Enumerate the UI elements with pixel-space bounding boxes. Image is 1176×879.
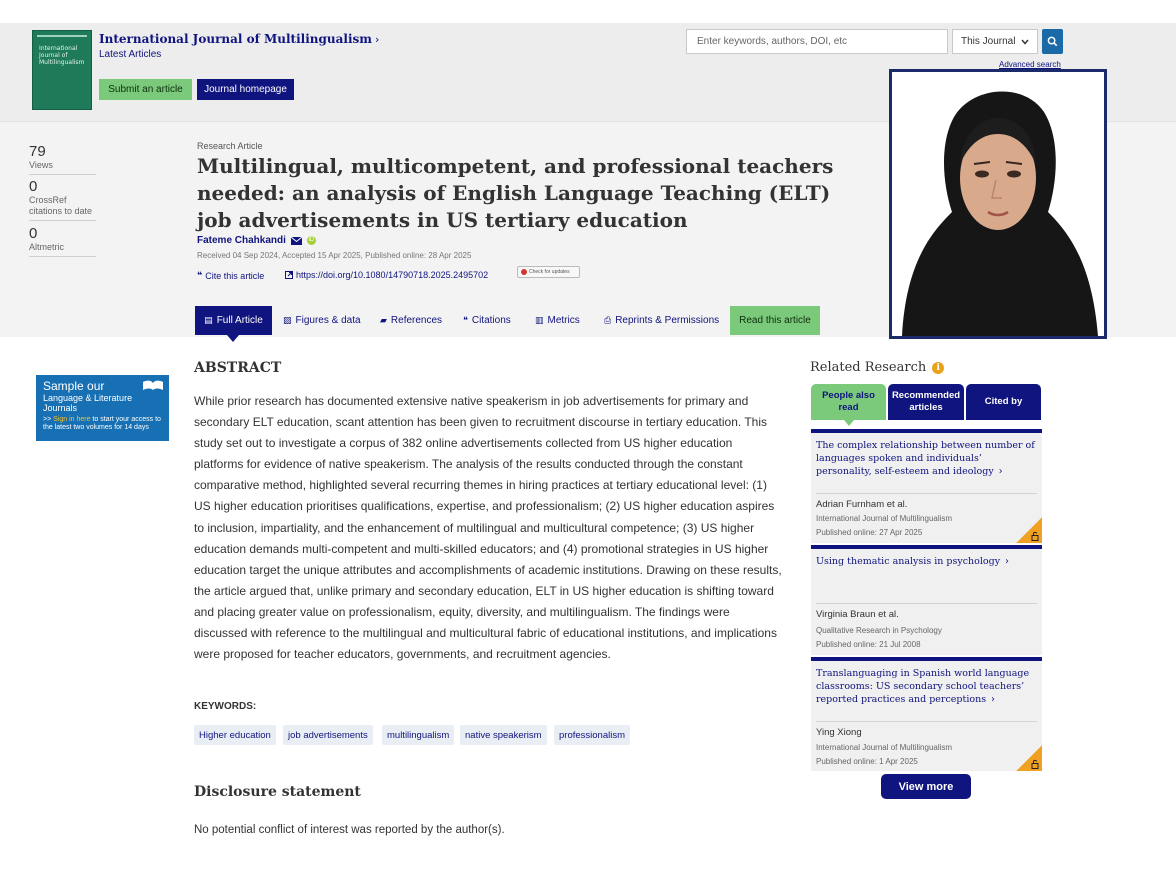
doi-link[interactable]: https://doi.org/10.1080/14790718.2025.2495702 bbox=[285, 270, 488, 280]
related-item bbox=[811, 657, 1042, 771]
keyword-chip[interactable]: native speakerism bbox=[460, 725, 547, 745]
chevron-right-icon: › bbox=[374, 33, 380, 46]
quote-icon: ❝ bbox=[197, 270, 203, 280]
info-icon[interactable]: i bbox=[932, 362, 944, 374]
tab-cited-by[interactable]: Cited by bbox=[966, 384, 1041, 420]
author-line bbox=[197, 235, 316, 246]
related-item-date: Published online: 27 Apr 2025 bbox=[816, 528, 923, 537]
search-scope-select[interactable]: This Journal bbox=[952, 29, 1038, 54]
tab-recommended-articles[interactable]: Recommended articles bbox=[888, 384, 964, 420]
author-photo bbox=[889, 69, 1107, 339]
orcid-icon[interactable]: iD bbox=[308, 237, 315, 243]
metric-views: 79 Views bbox=[29, 143, 96, 175]
tab-figures[interactable]: ▨ Figures & data bbox=[283, 315, 361, 326]
crossmark-icon bbox=[521, 269, 527, 275]
disclosure-heading: Disclosure statement bbox=[194, 784, 361, 800]
advanced-search-link[interactable]: Advanced search bbox=[999, 60, 1061, 69]
quote-icon: ❝ bbox=[463, 315, 468, 325]
chevron-right-icon: › bbox=[1005, 556, 1009, 567]
article-type: Research Article bbox=[197, 141, 263, 151]
article-title: Multilingual, multicompetent, and professional teachers needed: an analysis of English Language Teaching (ELT) job advertisements in US tertiary education bbox=[197, 154, 834, 232]
open-access-badge bbox=[1016, 745, 1042, 771]
disclosure-text: No potential conflict of interest was reported by the author(s). bbox=[194, 824, 505, 836]
related-research-heading: Related Research i bbox=[810, 360, 944, 375]
document-icon: ▤ bbox=[204, 315, 213, 325]
keyword-chip[interactable]: job advertisements bbox=[283, 725, 373, 745]
divider bbox=[816, 493, 1037, 494]
metric-altmetric[interactable]: 0 Altmetric bbox=[29, 225, 96, 257]
related-item bbox=[811, 545, 1042, 655]
view-more-button[interactable]: View more bbox=[881, 774, 971, 799]
cover-decoration bbox=[37, 35, 87, 37]
divider bbox=[816, 603, 1037, 604]
related-item-title[interactable]: Using thematic analysis in psychology › bbox=[816, 556, 1009, 567]
printer-icon: ⎙ bbox=[604, 315, 612, 325]
chevron-right-icon: › bbox=[991, 694, 995, 705]
tab-reprints[interactable]: ⎙ Reprints & Permissions bbox=[604, 315, 720, 326]
portrait-illustration bbox=[892, 72, 1104, 336]
keyword-chip[interactable]: professionalism bbox=[554, 725, 630, 745]
related-item-date: Published online: 21 Jul 2008 bbox=[816, 640, 921, 649]
related-item-journal: International Journal of Multilingualism bbox=[816, 743, 953, 752]
search-icon bbox=[1047, 36, 1058, 47]
promo-banner[interactable]: Sample our Language & Literature Journals >> Sign in here to start your access to the latest two volumes for 14 days bbox=[36, 375, 169, 441]
metric-crossref[interactable]: 0 CrossRef citations to date bbox=[29, 178, 96, 221]
journal-title-link[interactable]: International Journal of Multilingualism › bbox=[99, 32, 380, 46]
publication-dates: Received 04 Sep 2024, Accepted 15 Apr 2025, Published online: 28 Apr 2025 bbox=[197, 251, 472, 260]
tab-full-article[interactable]: ▤ Full Article bbox=[195, 306, 272, 335]
tab-citations[interactable]: ❝ Citations bbox=[463, 315, 511, 326]
latest-articles-label[interactable]: Latest Articles bbox=[99, 49, 162, 60]
chevron-right-icon: › bbox=[998, 466, 1003, 477]
related-item bbox=[811, 429, 1042, 543]
keywords-heading: KEYWORDS: bbox=[194, 701, 257, 712]
tab-metrics[interactable]: ▥ Metrics bbox=[535, 315, 580, 326]
external-link-icon bbox=[285, 271, 293, 279]
promo-signin-text: >> Sign in here to start your access to the latest two volumes for 14 days bbox=[43, 416, 161, 431]
read-article-button[interactable]: Read this article bbox=[730, 306, 820, 335]
related-item-title[interactable]: Translanguaging in Spanish world language classrooms: US secondary school teachers’ reported practices and perceptions › bbox=[816, 668, 1030, 705]
cover-title: International Journal of Multilingualism bbox=[39, 45, 85, 66]
journal-cover[interactable] bbox=[32, 30, 92, 110]
cite-article-link[interactable]: ❝ Cite this article bbox=[197, 270, 265, 281]
submit-article-button[interactable]: Submit an article bbox=[99, 79, 192, 100]
author-link[interactable]: Fateme Chahkandi bbox=[197, 235, 286, 246]
journal-homepage-button[interactable]: Journal homepage bbox=[197, 79, 294, 100]
chevron-down-icon bbox=[1021, 39, 1029, 45]
abstract-text: While prior research has documented extensive native speakerism in job advertisements for primary and secondary ELT education, scant attention has been given to recruitment discourse in tertiary education. This study set out to investigate a corpus of 382 online advertisements collected from US higher education platforms for evidence of native speakerism. The analysis of the results conducted through the constant comparative method, highlighted several recurring themes in hiring practices at tertiary educational level: (1) US higher education prioritises qualifications, expertise, and professionalism; (2) US higher education aspires to inclusion, impartiality, and the enhancement of multilingual and multicultural competence; (3) US higher education demands multi-competent and multi-skilled educators; and (4) promotional strategies in US higher education target the unique attributes and accomplishments of academic institutions. Drawing on these results, the article argued that, unlike primary and secondary education, ELT in US higher education is shifting toward and placing greater value on professionalism, equity, diversity, and multilingualism. The findings were discussed with reference to the multilingual and multicultural fabric of educational institutions, and implications were proposed for teacher educators, governments, and recruitment agencies. bbox=[194, 394, 782, 662]
search-input[interactable] bbox=[686, 29, 948, 54]
promo-signin-link[interactable]: Sign in here bbox=[53, 416, 91, 423]
bar-chart-icon: ▥ bbox=[535, 315, 544, 325]
divider bbox=[816, 721, 1037, 722]
top-strip bbox=[0, 0, 1176, 23]
related-item-author: Ying Xiong bbox=[816, 727, 862, 738]
open-access-badge bbox=[1016, 517, 1042, 543]
related-item-author: Adrian Furnham et al. bbox=[816, 499, 908, 510]
related-item-journal: International Journal of Multilingualism bbox=[816, 514, 953, 523]
related-item-author: Virginia Braun et al. bbox=[816, 609, 899, 620]
search-button[interactable] bbox=[1042, 29, 1063, 54]
open-book-icon bbox=[142, 379, 164, 391]
image-icon: ▨ bbox=[283, 315, 292, 325]
related-item-date: Published online: 1 Apr 2025 bbox=[816, 757, 918, 766]
related-item-title[interactable]: The complex relationship between number of languages spoken and individuals’ personality, self-esteem and ideology › bbox=[816, 440, 1035, 477]
abstract-heading: ABSTRACT bbox=[194, 360, 282, 376]
related-item-journal: Qualitative Research in Psychology bbox=[816, 626, 942, 635]
open-lock-icon bbox=[1031, 759, 1039, 769]
check-for-updates-badge[interactable]: Check for updates bbox=[517, 266, 580, 278]
tab-people-also-read[interactable]: People also read bbox=[811, 384, 886, 420]
tab-references[interactable]: ▰ References bbox=[380, 315, 443, 326]
book-icon: ▰ bbox=[380, 315, 387, 325]
mail-icon[interactable] bbox=[291, 237, 302, 245]
keyword-chip[interactable]: Higher education bbox=[194, 725, 276, 745]
open-lock-icon bbox=[1031, 531, 1039, 541]
keyword-chip[interactable]: multilingualism bbox=[382, 725, 454, 745]
